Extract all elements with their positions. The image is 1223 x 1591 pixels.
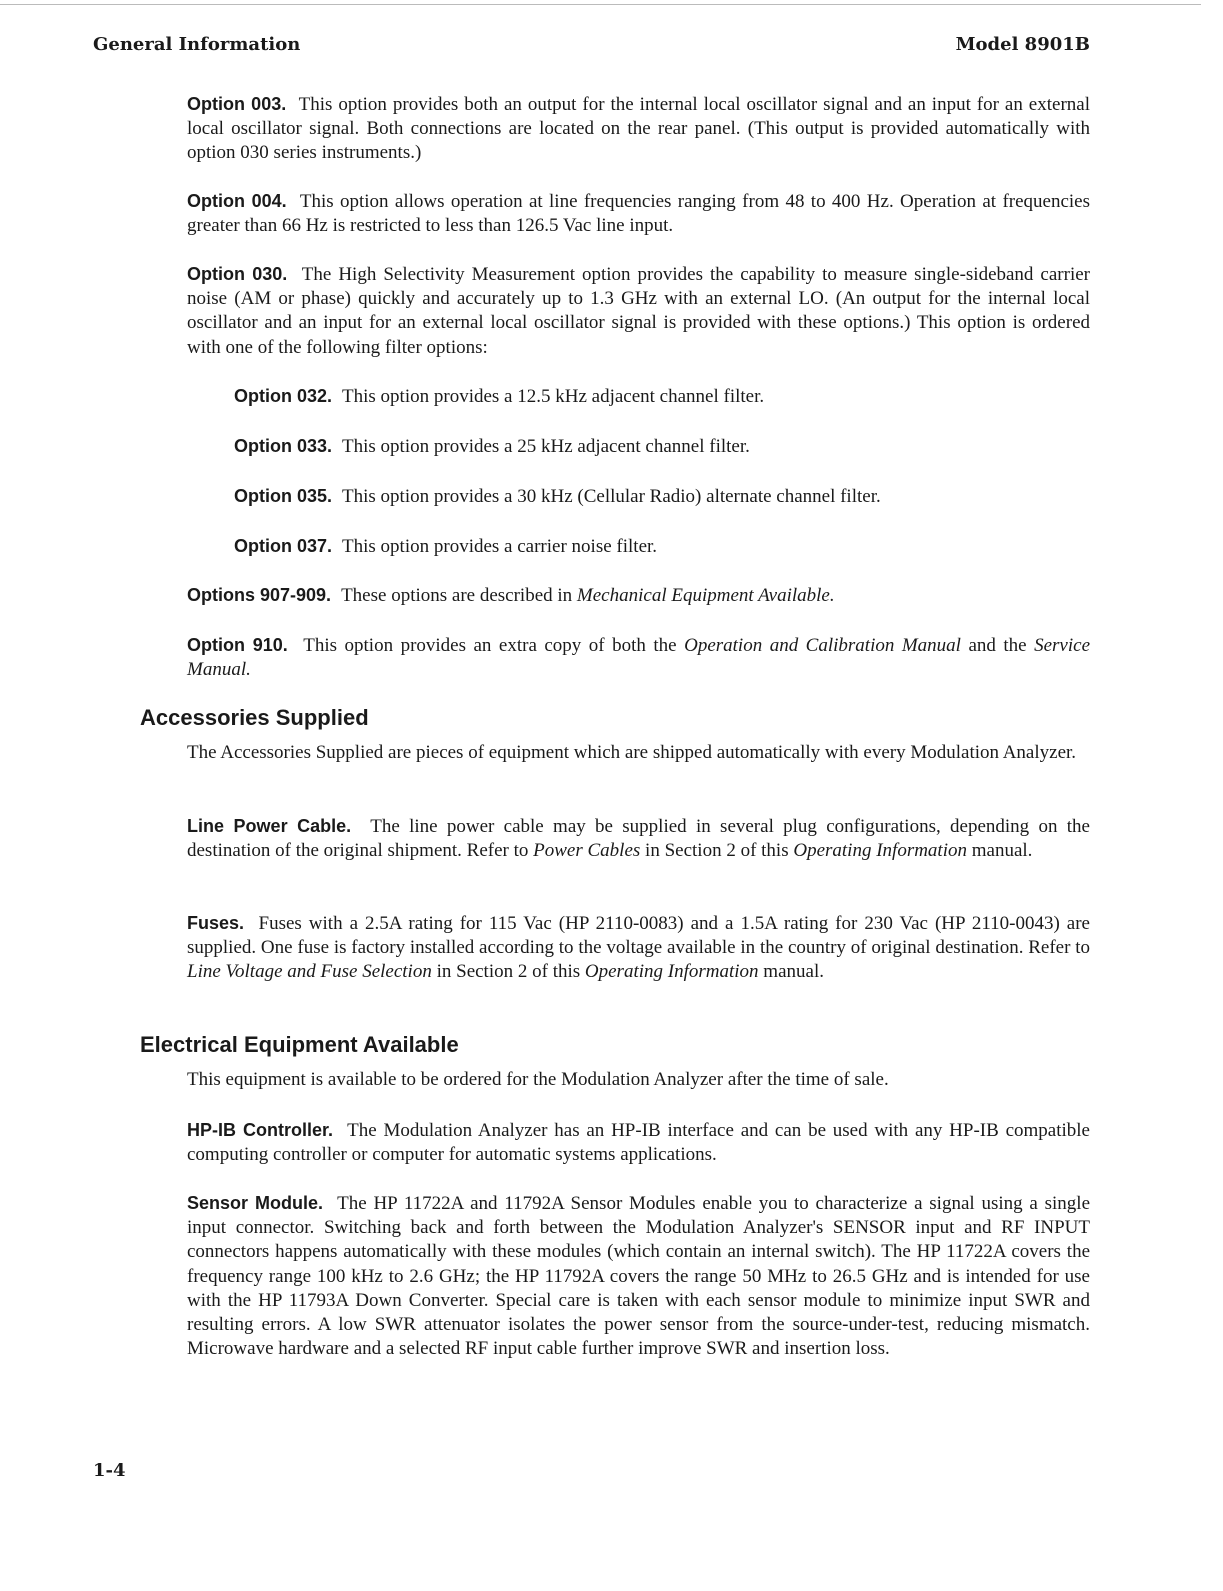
accessories-heading: Accessories Supplied xyxy=(140,705,369,730)
electrical-heading: Electrical Equipment Available xyxy=(140,1032,459,1057)
item-label: HP-IB Controller. xyxy=(187,1120,334,1140)
option-label: Option 037. xyxy=(234,536,333,556)
option-label: Option 004. xyxy=(187,191,287,211)
line-power-cable-paragraph xyxy=(187,814,1090,863)
page-number: 1-4 xyxy=(93,1460,126,1481)
item-text: manual. xyxy=(971,840,1033,862)
option-text: These options are described in xyxy=(341,585,573,606)
options-907-909-paragraph xyxy=(187,583,1090,608)
item-text: The HP 11722A and 11792A Sensor Modules enable you to characterize a signal using a single input connector. Switching back and forth between the Modulation Analyzer's SENSOR input and RF INPUT connectors happens automatically with these modules (which contain an internal switch). The HP 11722A covers the frequency range 100 kHz to 2.6 GHz; the HP 11792A covers the range 50 MHz to 26.5 GHz and is intended for use with the HP 11793A Down Converter. Special care is taken with each sensor module to minimize input SWR and resulting errors. A low SWR attenuator isolates the power sensor from the source-under-test, reducing mismatch. Microwave hardware and a selected RF input cable further improve SWR and insertion loss. xyxy=(187,1193,1091,1360)
cross-reference: Operating Information xyxy=(584,961,759,983)
option-label: Option 003. xyxy=(187,94,287,114)
running-head-right: Model 8901B xyxy=(955,34,1090,55)
option-text: The High Selectivity Measurement option provides the capability to measure single-sideband carrier noise (AM or phase) quickly and accurately up to 1.3 GHz with an external LO. (An output for the internal local oscillator and an input for an external local oscillator signal is provided with these options.) This option is ordered with one of the following filter options: xyxy=(187,264,1090,358)
running-head-left: General Information xyxy=(93,34,301,55)
option-text: This option provides a 30 kHz (Cellular Radio) alternate channel filter. xyxy=(342,486,881,507)
cross-reference: Mechanical Equipment Available. xyxy=(576,585,835,606)
item-label: Fuses. xyxy=(187,913,245,933)
cross-reference: Service Manual. xyxy=(187,635,1091,681)
option-text: This option provides both an output for the internal local oscillator signal and an input for an external local oscillator signal. Both connections are located on the rear panel. (This output is provided automatically with option 030 series instruments.) xyxy=(187,94,1090,164)
sensor-module-paragraph xyxy=(187,1191,1090,1361)
option-text: and the xyxy=(968,635,1027,656)
option-text: This option provides a 12.5 kHz adjacent channel filter. xyxy=(342,386,765,407)
option-label: Option 035. xyxy=(234,486,333,506)
item-text: in Section 2 of this xyxy=(645,840,789,862)
item-text: manual. xyxy=(763,961,824,983)
cross-reference: Power Cables xyxy=(533,840,641,862)
top-rule xyxy=(0,4,1201,5)
option-004-paragraph xyxy=(187,189,1090,238)
cross-reference: Operation and Calibration Manual xyxy=(684,635,961,656)
option-text: This option provides an extra copy of both the xyxy=(303,635,677,656)
option-label: Option 033. xyxy=(234,436,333,456)
option-037-paragraph xyxy=(234,534,1090,559)
option-text: This option provides a carrier noise filter. xyxy=(342,536,658,557)
option-label: Options 907-909. xyxy=(187,585,332,605)
hp-ib-controller-paragraph xyxy=(187,1118,1090,1167)
option-030-paragraph xyxy=(187,262,1090,360)
option-text: This option provides a 25 kHz adjacent channel filter. xyxy=(342,436,750,457)
item-label: Line Power Cable. xyxy=(187,816,352,836)
fuses-paragraph xyxy=(187,911,1090,985)
cross-reference: Operating Information xyxy=(793,840,967,862)
accessories-intro: The Accessories Supplied are pieces of equipment which are shipped automatically with every Modulation Analyzer. xyxy=(187,742,1077,763)
item-text: Fuses with a 2.5A rating for 115 Vac (HP 2110-0083) and a 1.5A rating for 230 Vac (HP 2110-0043) are supplied. One fuse is factory installed according to the voltage available in the country of original destination. Refer to xyxy=(187,913,1090,959)
option-910-paragraph xyxy=(187,633,1090,682)
option-033-paragraph xyxy=(234,434,1090,459)
item-text: in Section 2 of this xyxy=(436,961,581,983)
cross-reference: Line Voltage and Fuse Selection xyxy=(187,961,432,983)
option-label: Option 910. xyxy=(187,635,288,655)
item-text: The line power cable may be supplied in several plug configurations, depending on the destination of the original shipment. Refer to xyxy=(187,816,1090,862)
item-text: The Modulation Analyzer has an HP-IB interface and can be used with any HP-IB compatible computing controller or computer for automatic systems applications. xyxy=(187,1120,1090,1166)
electrical-intro: This equipment is available to be ordered for the Modulation Analyzer after the time of sale. xyxy=(187,1069,889,1090)
option-label: Option 030. xyxy=(187,264,288,284)
item-label: Sensor Module. xyxy=(187,1193,324,1213)
option-003-paragraph xyxy=(187,92,1090,166)
option-035-paragraph xyxy=(234,484,1090,509)
option-032-paragraph xyxy=(234,384,1090,409)
option-label: Option 032. xyxy=(234,386,333,406)
option-text: This option allows operation at line frequencies ranging from 48 to 400 Hz. Operation at frequencies greater than 66 Hz is restricted to less than 126.5 Vac line input. xyxy=(187,191,1090,237)
